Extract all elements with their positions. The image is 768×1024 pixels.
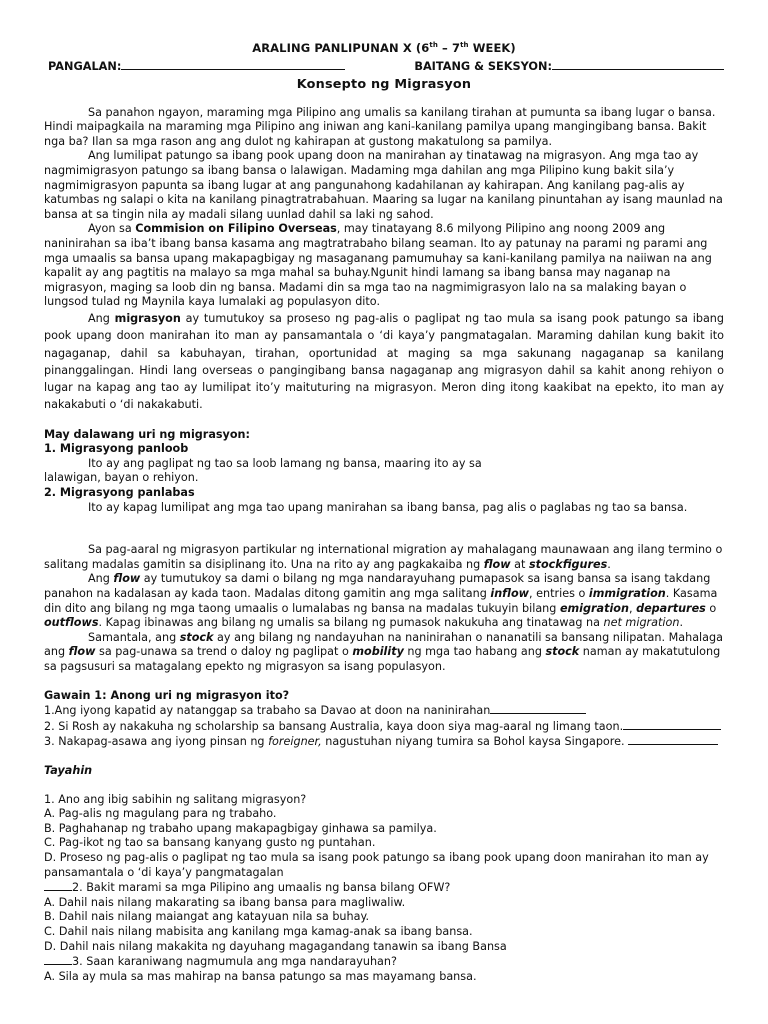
quiz-choice[interactable]: A. Dahil nais nilang makarating sa ibang bansa para magliwaliw. <box>44 895 406 909</box>
worksheet-page <box>44 38 724 984</box>
quiz-question-1: 1. Ano ang ibig sabihin ng salitang migrasyon? <box>44 792 307 806</box>
quiz-question-3: 3. Saan karaniwang nagmumula ang mga nandarayuhan? <box>44 954 724 970</box>
gawain-item-1: 1.Ang iyong kapatid ay natanggap sa trabaho sa Davao at doon na naninirahan <box>44 703 724 719</box>
course-header: ARALING PANLIPUNAN X (6th – 7th WEEK) <box>252 40 516 55</box>
quiz-choice[interactable]: D. Dahil nais nilang makakita ng dayuhang magagandang tanawin sa ibang Bansa <box>44 939 507 953</box>
tayahin-heading: Tayahin <box>44 763 93 777</box>
answer-blank-1[interactable] <box>490 703 586 714</box>
answer-blank-q2[interactable] <box>44 880 72 891</box>
quiz-question-2: 2. Bakit marami sa mga Pilipino ang umaalis ng bansa bilang OFW? <box>44 880 724 896</box>
gawain-item-2: 2. Si Rosh ay nakakuha ng scholarship sa bansang Australia, kaya doon siya mag-aaral ng limang taon. <box>44 719 724 735</box>
name-field[interactable]: PANGALAN: <box>48 58 345 75</box>
gawain-item-3: 3. Nakapag-asawa ang iyong pinsan ng foreigner, nagustuhan niyang tumira sa Bohol kaysa Singapore. <box>44 734 724 750</box>
type-2-title: 2. Migrasyong panlabas <box>44 486 195 500</box>
type-1-title: 1. Migrasyong panloob <box>44 442 189 456</box>
cfo-paragraph: Ayon sa Commision on Filipino Overseas, may tinatayang 8.6 milyong Pilipino ang noong 2009 ang naninirahan sa iba’t ibang bansa kasama ang magtratrabaho bilang seaman. Ito ay patunay na parami ng parami ang mga umaalis sa bansa upang makapagbigay ng masaganang pamumuhay sa kani-kanilang pamilya na naiiwan na ang kapalit ay ang pagtitis na malayo sa mga mahal sa buhay.Ngunit hindi lamang sa ibang bansa may naganap na migrasyon, maging sa loob din ng bansa. Madami din sa mga tao na nagmimigrasyon lalo na sa malaking bayan o lungsod tulad ng Maynila kaya lumalaki ag populasyon dito. <box>44 222 712 309</box>
type-1-desc: Ito ay ang paglipat ng tao sa loob lamang ng bansa, maaring ito ay sa <box>88 456 482 470</box>
quiz-choice[interactable]: B. Dahil nais nilang maiangat ang katayuan nila sa buhay. <box>44 910 370 924</box>
flow-stock-intro: Sa pag-aaral ng migrasyon partikular ng international migration ay mahalagang maunawaan ang ilang termino o salitang madalas gamitin sa disiplinang ito. Una na rito ay ang pagkakaiba ng flow at stockfigures. <box>44 543 723 571</box>
quiz-choice[interactable]: C. Pag-ikot ng tao sa bansang kanyang gusto ng puntahan. <box>44 836 376 850</box>
student-info-row <box>44 58 724 75</box>
stock-paragraph: Samantala, ang stock ay ang bilang ng nandayuhan na naninirahan o nananatili sa bansang nilipatan. Mahalaga ang flow sa pag-unawa sa trend o daloy ng paglipat o mobility ng mga tao habang ang stock naman ay makatutulong sa pagsusuri sa matagalang epekto ng migrasyon sa isang populasyon. <box>44 630 723 674</box>
definition-paragraph: Ang lumilipat patungo sa ibang pook upang doon na manirahan ay tinatawag na migrasyon. Ang mga tao ay nagmimigrasyon patungo sa ibang bansa o lalawigan. Madaming mga dahilan ang mga Pilipino kung bakit sila’y nagmimigrasyon papunta sa ibang lugar at ang pangunahong kadahilanan ay kahirapan. Ang kanilang pag-alis ay katumbas ng salapi o kita na kanilang pinagtratrabahuan. Maaring sa lugar na kanilang pinuntahan ay isang maunlad na bansa at sa tingin nila ay madali silang uunlad dahil sa laki ng sahod. <box>44 149 723 221</box>
migrasyon-paragraph: Ang migrasyon ay tumutukoy sa proseso ng pag-alis o paglipat ng tao mula sa isang pook patungo sa ibang pook upang doon manirahan ito man ay pansamantala o ‘di kaya’y pangmatagalan. Maraming dahilan kung bakit ito nagaganap, dahil sa kabuhayan, tirahan, oportunidad at maging sa mga sakunang nagaganap sa kanilang pinanggalingan. Hindi lang overseas o pangingibang bansa nagaganap ang migrasyon dahil sa kahit anong rehiyon o lugar na kapag ang tao ay lumilipat ito’y maituturing na migrasyon. Meron ding itong kaakibat na epekto, ito man ay nakakabuti o ‘di nakakabuti. <box>44 311 724 412</box>
quiz-choice[interactable]: A. Pag-alis ng magulang para ng trabaho. <box>44 807 277 821</box>
answer-blank-2[interactable] <box>623 719 721 730</box>
answer-blank-3[interactable] <box>628 734 718 745</box>
flow-paragraph: Ang flow ay tumutukoy sa dami o bilang ng mga nandarayuhang pumapasok sa isang bansa sa isang takdang panahon na kadalasan ay kada taon. Madalas ditong gamitin ang mga salitang inflow, entries o immigration. Kasama din dito ang bilang ng mga taong umaalis o lumalabas ng bansa na madalas tukuyin bilang emigration, departures o outflows. Kapag ibinawas ang bilang ng umalis sa bilang ng pumasok nakukuha ang tinatawag na net migration. <box>44 572 718 630</box>
gawain-heading: Gawain 1: Anong uri ng migrasyon ito? <box>44 688 290 702</box>
answer-blank-q3[interactable] <box>44 954 72 965</box>
quiz-choice[interactable]: C. Dahil nais nilang mabisita ang kanilang mga kamag-anak sa ibang bansa. <box>44 924 473 938</box>
quiz-choice[interactable]: D. Proseso ng pag-alis o paglipat ng tao mula sa isang pook patungo sa ibang pook upang doon manirahan ito man ay pansamantala o ‘di kaya’y pangmatagalan <box>44 850 709 879</box>
type-1-desc-cont: lalawigan, bayan o rehiyon. <box>44 471 199 485</box>
type-2-desc: Ito ay kapag lumilipat ang mga tao upang manirahan sa ibang bansa, pag alis o paglabas ng tao sa bansa. <box>88 500 688 514</box>
page-title: Konsepto ng Migrasyon <box>296 77 472 93</box>
section-field[interactable]: BAITANG & SEKSYON: <box>414 58 724 75</box>
quiz-choice[interactable]: A. Sila ay mula sa mas mahirap na bansa patungo sa mas mayamang bansa. <box>44 969 477 983</box>
types-heading: May dalawang uri ng migrasyon: <box>44 427 250 441</box>
intro-paragraph: Sa panahon ngayon, maraming mga Pilipino ang umalis sa kanilang tirahan at pumunta sa ibang lugar o bansa. Hindi maipagkaila na maraming mga Pilipino ang iniwan ang kani-kanilang pamilya upang mangingibang bansa. Bakit nga ba? Ilan sa mga rason ang ang dulot ng kahirapan at gustong makatulong sa pamilya. <box>44 105 716 148</box>
quiz-choice[interactable]: B. Paghahanap ng trabaho upang makapagbigay ginhawa sa pamilya. <box>44 821 437 835</box>
